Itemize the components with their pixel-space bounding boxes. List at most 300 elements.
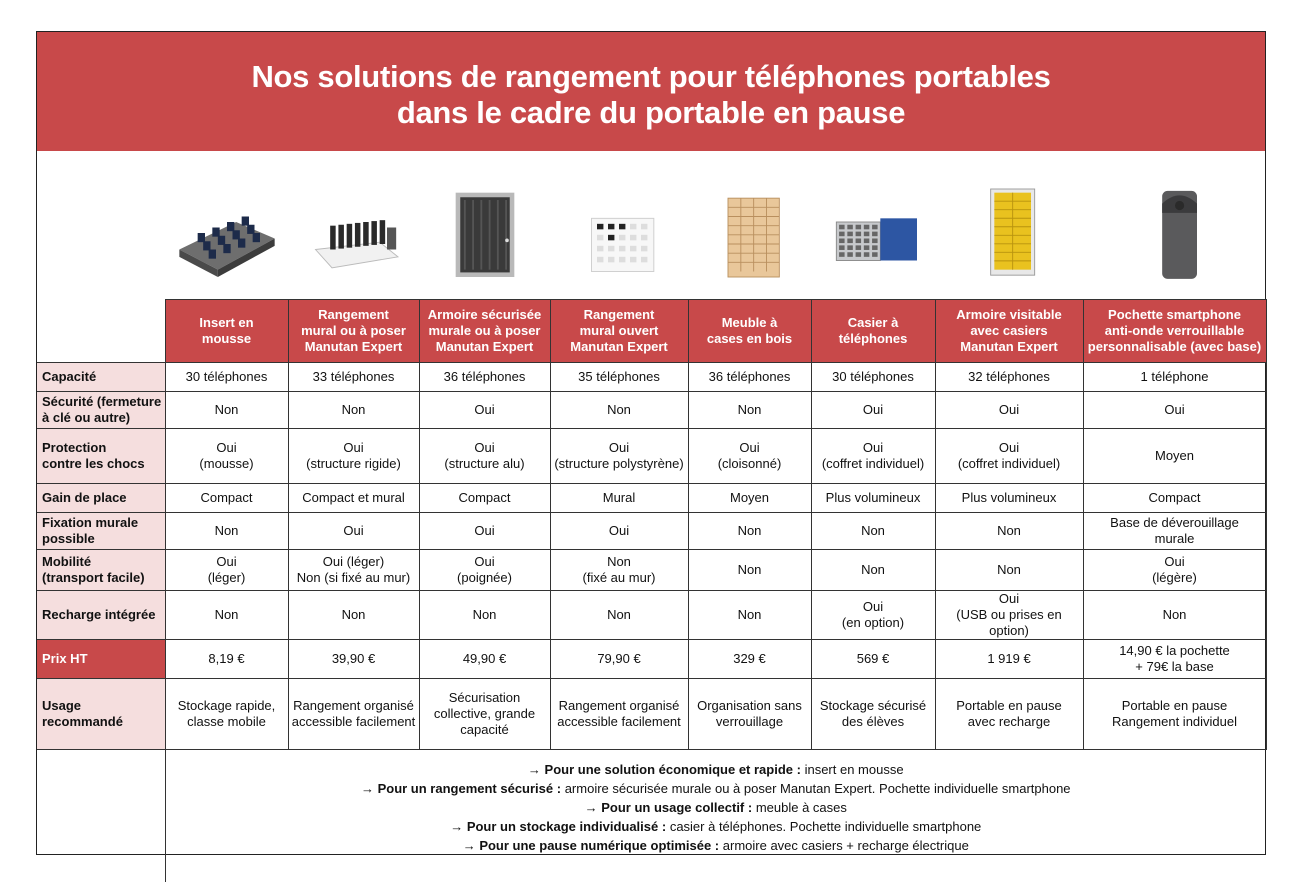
value-line: accessible facilement — [557, 713, 681, 729]
criteria-label — [37, 639, 165, 678]
locker-cell — [872, 239, 878, 244]
recommendation-line — [168, 836, 1265, 855]
value-cell — [550, 549, 688, 590]
product-header-line: avec casiers — [970, 322, 1048, 338]
value-line: Mural — [602, 489, 636, 505]
rack-slot — [619, 257, 625, 263]
empty-header-corner — [37, 300, 165, 363]
comparison-sheet — [36, 31, 1266, 855]
value-line: Portable en pause — [1121, 697, 1228, 713]
arrow-icon: → — [360, 780, 374, 796]
value-line: Organisation sans — [697, 697, 802, 713]
phone-slot — [232, 230, 239, 239]
locker-cell — [856, 245, 862, 250]
value-line: Compact et mural — [302, 489, 405, 505]
value-line: Non — [737, 606, 762, 622]
open-wall-rack-icon — [564, 181, 674, 285]
value-cell — [550, 678, 688, 749]
value-cell — [811, 362, 935, 391]
phone-standing — [363, 222, 369, 246]
rack-slot — [641, 257, 647, 263]
title-line-2: dans le cadre du portable en pause — [396, 95, 906, 130]
value-cell — [688, 590, 811, 639]
value-line: Portable en pause — [956, 697, 1062, 713]
rack-slot — [641, 235, 647, 241]
value-line: 39,90 € — [331, 650, 376, 666]
value-line: Sécurisation — [448, 689, 521, 705]
phone-slot — [212, 228, 219, 237]
criteria-row — [37, 428, 1266, 483]
value-line: 49,90 € — [462, 650, 507, 666]
locker-cell — [856, 252, 862, 257]
criteria-label-line: Sécurité (fermeture — [42, 393, 162, 409]
recommendation-heading: Pour un usage collectif : — [601, 799, 753, 815]
value-cell — [811, 590, 935, 639]
recommendation-line — [168, 817, 1265, 836]
value-line: Oui (léger) — [322, 553, 385, 569]
value-line: Non — [997, 522, 1021, 538]
value-line: Oui — [474, 553, 495, 569]
locker-cell — [864, 225, 870, 230]
phone-locker-icon — [818, 181, 928, 285]
value-line: Rangement organisé — [293, 697, 414, 713]
value-cell — [935, 512, 1083, 549]
value-line: 329 € — [733, 650, 766, 666]
value-line: Oui — [998, 439, 1020, 455]
phone-slot — [223, 244, 230, 253]
criteria-label-line: à clé ou autre) — [42, 409, 131, 425]
value-line: Non — [607, 553, 631, 569]
recommendation-line — [168, 798, 1265, 817]
product-header-line: Insert en — [199, 314, 254, 330]
phone-slot — [203, 241, 210, 250]
value-cell — [935, 590, 1083, 639]
product-image-cell — [811, 151, 935, 300]
criteria-row — [37, 391, 1266, 428]
value-cell — [1083, 391, 1266, 428]
value-line: collective, grande — [433, 705, 536, 721]
value-cell — [811, 391, 935, 428]
value-line: Stockage rapide, — [177, 697, 276, 713]
recommendation-text: armoire sécurisée murale ou à poser Manutan Expert. Pochette individuelle smartphone — [564, 780, 1071, 796]
value-cell — [1083, 362, 1266, 391]
arrow-icon: → — [527, 761, 541, 777]
value-line: Oui — [1164, 553, 1185, 569]
product-header-row — [37, 300, 1266, 363]
locker-cell — [864, 232, 870, 237]
value-line: 1 téléphone — [1140, 368, 1209, 384]
value-line: Non (si fixé au mur) — [296, 569, 411, 585]
value-line: (cloisonné) — [717, 455, 782, 471]
locker-cell — [839, 252, 845, 257]
product-header-line: murale ou à poser — [428, 322, 541, 338]
value-line: accessible facilement — [291, 713, 416, 729]
rack-slot — [630, 235, 636, 241]
title-line-1: Nos solutions de rangement pour téléphones portables — [251, 59, 1051, 94]
value-line: Non — [214, 606, 239, 622]
criteria-row — [37, 362, 1266, 391]
value-line: Oui — [608, 439, 630, 455]
rack-slot — [641, 246, 647, 252]
rack-slot — [597, 235, 603, 241]
recommendation-heading: Pour un stockage individualisé : — [466, 818, 667, 834]
value-cell — [288, 639, 419, 678]
product-header-line: Rangement — [318, 306, 389, 322]
locker-cell — [839, 232, 845, 237]
value-line: (structure polystyrène) — [554, 455, 684, 471]
product-header — [288, 300, 419, 363]
phone-standing — [338, 225, 344, 249]
value-cell — [419, 590, 550, 639]
value-cell — [688, 483, 811, 512]
value-line: Oui — [216, 439, 237, 455]
criteria-label — [37, 428, 165, 483]
value-line: 33 téléphones — [312, 368, 395, 384]
value-cell — [688, 512, 811, 549]
product-header-line: cases en bois — [706, 330, 793, 346]
value-cell — [165, 428, 288, 483]
value-cell — [811, 512, 935, 549]
rack-slot — [608, 257, 614, 263]
product-header-line: anti-onde verrouillable — [1104, 322, 1245, 338]
value-line: Compact — [458, 489, 511, 505]
product-header-line: Meuble à — [721, 314, 778, 330]
value-line: Rangement individuel — [1111, 713, 1238, 729]
criteria-row — [37, 678, 1266, 749]
value-cell — [419, 639, 550, 678]
rack-slot — [608, 224, 614, 230]
value-cell — [288, 512, 419, 549]
locker-cell — [839, 239, 845, 244]
rack-slot — [641, 224, 647, 230]
phone-slot — [247, 225, 254, 234]
rack-slot — [630, 224, 636, 230]
foam-insert-tray-icon — [172, 181, 282, 285]
recommendation-text: armoire avec casiers + recharge électrique — [722, 837, 969, 853]
value-line: Oui — [862, 439, 884, 455]
value-cell — [165, 362, 288, 391]
product-header-line: Casier à — [847, 314, 899, 330]
value-line: (coffret individuel) — [821, 455, 925, 471]
arrow-icon: → — [450, 818, 464, 834]
value-line: Plus volumineux — [961, 489, 1057, 505]
value-line: Non — [214, 401, 239, 417]
phone-standing — [387, 228, 396, 250]
product-image-cell — [288, 151, 419, 300]
phone-slot — [227, 222, 234, 231]
value-line: (coffret individuel) — [957, 455, 1061, 471]
value-line: murale — [1154, 530, 1195, 546]
criteria-row — [37, 590, 1266, 639]
locker-cell — [864, 252, 870, 257]
locker-cell — [864, 239, 870, 244]
product-header-line: Armoire visitable — [956, 306, 1062, 322]
product-header-line: mural ou à poser — [301, 322, 406, 338]
value-line: 1 919 € — [987, 650, 1031, 666]
value-line: (structure rigide) — [306, 455, 401, 471]
value-cell — [935, 362, 1083, 391]
value-line: (légère) — [1152, 569, 1197, 585]
locker-cell — [847, 252, 853, 257]
charging-station-icon — [299, 181, 409, 285]
value-cell — [550, 362, 688, 391]
value-line: 36 téléphones — [443, 368, 526, 384]
value-cell — [688, 549, 811, 590]
value-cell — [935, 483, 1083, 512]
value-line: Non — [997, 561, 1021, 577]
pouch-button — [1175, 201, 1184, 210]
value-cell — [1083, 590, 1266, 639]
criteria-label-line: possible — [42, 530, 95, 546]
yellow-locker-cabinet-icon — [954, 181, 1064, 285]
criteria-label — [37, 549, 165, 590]
product-image-cell — [935, 151, 1083, 300]
rack-slot — [619, 224, 625, 230]
locker-cell — [847, 232, 853, 237]
criteria-label — [37, 512, 165, 549]
value-line: Non — [861, 561, 885, 577]
criteria-label-line: Fixation murale — [42, 514, 139, 530]
value-line: Non — [607, 606, 631, 622]
value-cell — [811, 639, 935, 678]
value-cell — [165, 483, 288, 512]
phone-standing — [354, 223, 360, 247]
value-line: (en option) — [841, 614, 905, 630]
value-line: Moyen — [729, 489, 770, 505]
value-cell — [935, 391, 1083, 428]
product-header — [811, 300, 935, 363]
value-line: Base de déverouillage — [1110, 514, 1239, 530]
value-cell — [288, 590, 419, 639]
product-image-cell — [550, 151, 688, 300]
locker-cell — [847, 245, 853, 250]
phone-standing — [346, 224, 352, 248]
arrow-icon: → — [584, 799, 598, 815]
value-line: 36 téléphones — [708, 368, 791, 384]
value-line: Oui — [998, 590, 1020, 606]
rack-slot — [619, 246, 625, 252]
value-line: (léger) — [207, 569, 246, 585]
locker-cell — [847, 239, 853, 244]
value-line: 32 téléphones — [968, 368, 1050, 384]
value-line: Oui — [608, 522, 630, 538]
value-line: Oui — [474, 522, 495, 538]
value-line: Oui — [343, 439, 364, 455]
value-cell — [550, 391, 688, 428]
value-line: classe mobile — [187, 713, 266, 729]
recommendation-text: meuble à cases — [755, 799, 847, 815]
product-header — [165, 300, 288, 363]
product-images-row — [37, 151, 1266, 300]
recommendation-heading: Pour une solution économique et rapide : — [544, 761, 801, 777]
empty-footer-corner — [37, 749, 165, 882]
value-line: Non — [607, 401, 631, 417]
recommendation-line — [168, 779, 1265, 798]
value-line: Oui — [216, 553, 237, 569]
recommendations — [165, 749, 1266, 882]
locker-cell — [864, 245, 870, 250]
recommendation-heading: Pour un rangement sécurisé : — [377, 780, 562, 796]
recommendation-text: casier à téléphones. Pochette individuelle smartphone — [669, 818, 982, 834]
locker-doors — [880, 218, 917, 260]
value-line: Moyen — [1154, 447, 1195, 463]
value-line: Stockage sécurisé — [819, 697, 927, 713]
secure-cabinet-icon — [430, 181, 540, 285]
locker-cell — [847, 225, 853, 230]
value-cell — [811, 483, 935, 512]
recommendation-line — [168, 760, 1265, 779]
criteria-label — [37, 362, 165, 391]
value-cell — [419, 678, 550, 749]
rack-slot — [597, 246, 603, 252]
phone-slot — [197, 233, 204, 242]
criteria-label — [37, 483, 165, 512]
locker-cell — [856, 225, 862, 230]
value-cell — [288, 362, 419, 391]
value-line: Non — [341, 401, 366, 417]
value-cell — [935, 678, 1083, 749]
phone-standing — [371, 221, 377, 245]
product-image-cell — [165, 151, 288, 300]
product-header-line: Manutan Expert — [570, 338, 668, 354]
criteria-row — [37, 483, 1266, 512]
criteria-label-line: (transport facile) — [42, 569, 145, 585]
value-line: Non — [472, 606, 497, 622]
value-line: (USB ou prises en option) — [956, 606, 1062, 638]
criteria-label-line: recommandé — [42, 713, 123, 729]
value-line: 79,90 € — [597, 650, 641, 666]
value-line: 30 téléphones — [832, 368, 914, 384]
locker-cell — [872, 232, 878, 237]
locker-cell — [872, 252, 878, 257]
value-line: Non — [861, 522, 885, 538]
value-line: Non — [214, 522, 239, 538]
value-line: 30 téléphones — [185, 368, 268, 384]
value-line: Non — [1162, 606, 1187, 622]
value-line: Oui — [343, 522, 364, 538]
value-cell — [1083, 678, 1266, 749]
product-header — [550, 300, 688, 363]
empty-corner — [37, 151, 165, 300]
product-header-line: Armoire sécurisée — [427, 306, 542, 322]
value-cell — [550, 512, 688, 549]
value-cell — [1083, 483, 1266, 512]
product-header — [1083, 300, 1266, 363]
product-header — [935, 300, 1083, 363]
value-cell — [688, 428, 811, 483]
value-cell — [935, 428, 1083, 483]
product-header-line: Manutan Expert — [435, 338, 534, 354]
value-cell — [688, 678, 811, 749]
value-line: Oui — [474, 401, 495, 417]
value-line: Non — [737, 522, 762, 538]
value-line: + 79€ la base — [1135, 658, 1214, 674]
phone-slot — [238, 239, 245, 248]
value-cell — [165, 678, 288, 749]
criteria-label-line: Usage — [42, 697, 82, 713]
wooden-cubby-icon — [695, 181, 805, 285]
value-cell — [811, 428, 935, 483]
value-cell — [550, 590, 688, 639]
value-cell — [165, 391, 288, 428]
value-cell — [1083, 428, 1266, 483]
value-cell — [165, 590, 288, 639]
criteria-label-line: Protection — [42, 439, 107, 455]
value-line: des élèves — [841, 713, 905, 729]
title-banner — [37, 32, 1265, 151]
value-cell — [1083, 639, 1266, 678]
recommendation-text: insert en mousse — [804, 761, 904, 777]
value-cell — [688, 391, 811, 428]
value-cell — [288, 428, 419, 483]
lock-icon — [505, 239, 509, 243]
value-cell — [935, 639, 1083, 678]
criteria-label-line: contre les chocs — [42, 455, 145, 471]
value-line: capacité — [460, 721, 509, 737]
value-line: verrouillage — [715, 713, 784, 729]
value-cell — [550, 428, 688, 483]
criteria-label-line: Mobilité — [42, 553, 92, 569]
rack-slot — [619, 235, 625, 241]
rack-slot — [630, 246, 636, 252]
recommendations-row — [37, 749, 1266, 882]
product-header-line: personnalisable (avec base) — [1087, 338, 1262, 354]
product-header-line: mural ouvert — [579, 322, 659, 338]
locker-cell — [839, 245, 845, 250]
value-line: Non — [737, 561, 762, 577]
phone-slot — [241, 217, 248, 226]
value-cell — [288, 391, 419, 428]
criteria-label-line: Prix HT — [42, 650, 88, 666]
value-cell — [419, 428, 550, 483]
criteria-row — [37, 549, 1266, 590]
product-header — [688, 300, 811, 363]
value-line: 569 € — [856, 650, 890, 666]
rack-slot — [608, 246, 614, 252]
arrow-icon: → — [462, 837, 476, 853]
product-header-line: téléphones — [838, 330, 908, 346]
product-header-line: Manutan Expert — [304, 338, 403, 354]
value-line: (poignée) — [457, 569, 512, 585]
value-line: Oui — [862, 598, 884, 614]
locker-cell — [856, 232, 862, 237]
phone-slot — [208, 250, 215, 259]
value-line: (fixé au mur) — [582, 569, 656, 585]
criteria-row — [37, 639, 1266, 678]
value-line: (mousse) — [199, 455, 254, 471]
value-line: Compact — [1148, 489, 1201, 505]
phone-standing — [379, 220, 385, 244]
cabinet-glass — [460, 197, 510, 272]
criteria-row — [37, 512, 1266, 549]
locker-cell — [872, 245, 878, 250]
value-cell — [288, 549, 419, 590]
value-line: Oui — [474, 439, 495, 455]
value-cell — [288, 678, 419, 749]
value-cell — [550, 483, 688, 512]
value-line: Oui — [998, 401, 1020, 417]
value-cell — [550, 639, 688, 678]
product-header-line: Manutan Expert — [960, 338, 1058, 354]
criteria-label — [37, 391, 165, 428]
value-cell — [165, 512, 288, 549]
locker-cell — [839, 225, 845, 230]
value-cell — [688, 639, 811, 678]
value-cell — [811, 549, 935, 590]
value-cell — [165, 639, 288, 678]
value-cell — [419, 549, 550, 590]
value-line: 35 téléphones — [578, 368, 660, 384]
